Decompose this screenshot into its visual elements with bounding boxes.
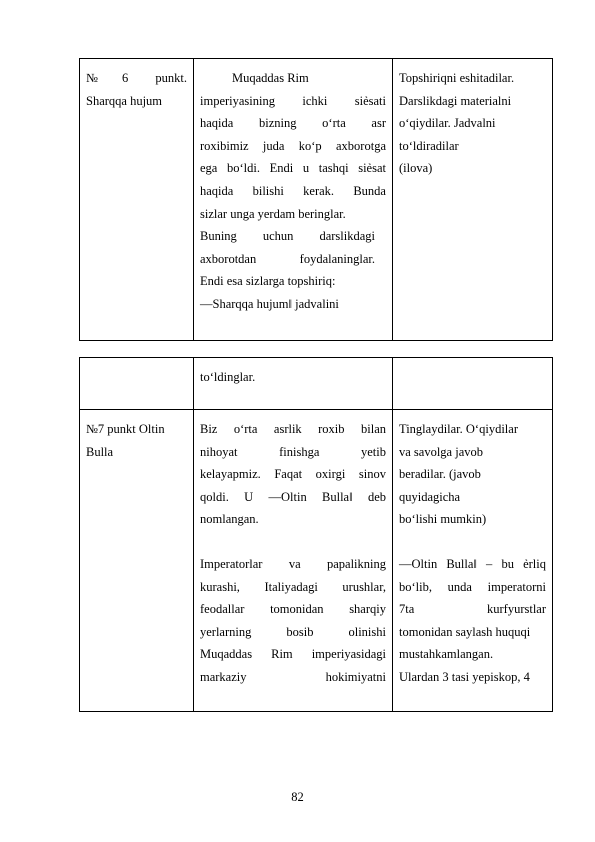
cell-line: markaziy hokimiyatni: [200, 669, 386, 684]
cell-line: Topshiriqni eshitadilar.: [399, 71, 515, 85]
table-cell-student: [393, 410, 553, 712]
table-cell-teacher: [194, 358, 393, 410]
cell-line: Muqaddas Rim: [232, 71, 309, 85]
cell-line: nomlangan.: [200, 512, 259, 527]
cell-line: ega bo‘ldi. Endi u tashqi siẻsat: [200, 161, 386, 176]
cell-line: haqida bizning o‘rta asr: [200, 116, 386, 131]
cell-line: Sharqqa hujum: [86, 93, 163, 108]
table-row: [80, 59, 553, 341]
cell-line: mustahkamlangan.: [399, 647, 494, 662]
table-cell-teacher: [194, 410, 393, 712]
cell-line: haqida bilishi kerak. Bunda: [200, 183, 386, 198]
cell-line: feodallar tomonidan sharqiy: [200, 602, 386, 617]
cell-line: nihoyat finishga yetib: [200, 444, 386, 459]
cell-line: sizlar unga yerdam beringlar.: [200, 206, 346, 221]
cell-line: kelayapmiz. Faqat oxirgi sinov: [200, 467, 386, 482]
cell-line: Biz o‘rta asrlik roxib bilan: [200, 422, 386, 436]
cell-line: imperiyasining ichki siẻsati: [200, 93, 386, 108]
cell-line: Muqaddas Rim imperiyasidagi: [200, 647, 386, 662]
page-number: 82: [291, 790, 304, 804]
table-row: [80, 358, 553, 410]
table-cell-section: [80, 358, 194, 410]
cell-line: to‘ldinglar.: [200, 370, 256, 384]
cell-line: Buning uchun darslikdagi: [200, 229, 375, 244]
cell-line: Endi esa sizlarga topshiriq:: [200, 274, 336, 289]
cell-line: bo‘lib, unda imperatorni: [399, 579, 546, 594]
cell-line: (ilova): [399, 161, 433, 176]
cell-line: Bulla: [86, 444, 114, 459]
cell-line: tomonidan saylash huquqi: [399, 624, 531, 639]
table-cell-section: [80, 410, 194, 712]
cell-line: bo‘lishi mumkin): [399, 512, 487, 527]
cell-line: va savolga javob: [399, 444, 484, 459]
cell-line: Imperatorlar va papalikning: [200, 556, 386, 571]
table-cell-section: [80, 59, 194, 341]
cell-line: kurashi, Italiyadagi urushlar,: [200, 579, 386, 594]
table-row: [80, 410, 553, 712]
cell-line: №7 punkt Oltin: [86, 422, 165, 436]
cell-line: axborotdan foydalaninglar.: [200, 251, 375, 266]
table-cell-teacher: [194, 59, 393, 341]
cell-line: №6 punkt.: [86, 71, 187, 85]
cell-line: Ulardan 3 tasi yepiskop, 4: [399, 669, 530, 684]
cell-line: o‘qiydilar. Jadvalni: [399, 116, 496, 131]
cell-line: qoldi. U ―Oltin Bulla‖ deb: [200, 489, 386, 504]
cell-line: roxibimiz juda ko‘p axborotga: [200, 138, 386, 153]
cell-line: ―Oltin Bulla‖ – bu ẻrliq: [399, 556, 546, 571]
table-cell-student: [393, 358, 553, 410]
cell-line: quyidagicha: [399, 489, 461, 504]
cell-line: to‘ldiradilar: [399, 138, 459, 153]
cell-line: Darslikdagi materialni: [399, 93, 512, 108]
table-cell-student: [393, 59, 553, 341]
cell-line: 7ta kurfyurstlar: [399, 602, 546, 617]
cell-line: Tinglaydilar. O‘qiydilar: [399, 422, 518, 436]
lesson-table-1: [79, 58, 553, 341]
lesson-table-2: [79, 357, 553, 712]
cell-line: beradilar. (javob: [399, 467, 481, 482]
cell-line: yerlarning bosib olinishi: [200, 624, 386, 639]
cell-line: ―Sharqqa hujum‖ jadvalini: [200, 296, 339, 311]
